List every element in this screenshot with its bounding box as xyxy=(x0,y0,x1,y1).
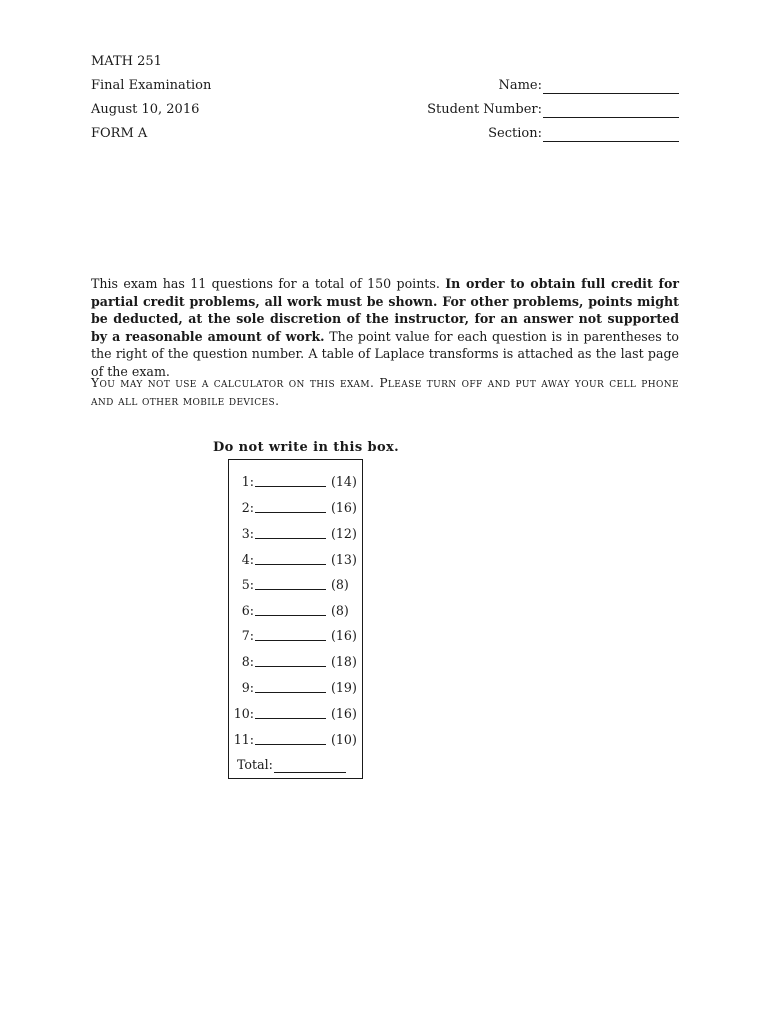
instructions-paragraph xyxy=(91,275,679,380)
score-blank xyxy=(255,615,326,616)
total-row xyxy=(237,757,346,773)
score-row-label: 5: xyxy=(241,577,254,592)
total-label: Total: xyxy=(237,757,273,772)
score-row-label: 11: xyxy=(233,732,254,747)
section-blank[interactable] xyxy=(543,130,679,142)
score-blank xyxy=(255,718,326,719)
name-label: Name: xyxy=(498,78,542,93)
score-row-label: 3: xyxy=(241,526,254,541)
instructions-intro: This exam has 11 questions for a total of 150 points. xyxy=(91,276,440,291)
score-blank xyxy=(255,512,326,513)
score-blank xyxy=(255,692,326,693)
scorebox-title: Do not write in this box. xyxy=(213,440,400,455)
score-row-points: (16) xyxy=(331,628,357,643)
score-blank xyxy=(255,589,326,590)
score-row-label: 8: xyxy=(241,654,254,669)
score-row-points: (16) xyxy=(331,706,357,721)
name-blank[interactable] xyxy=(543,82,679,94)
score-blank xyxy=(255,538,326,539)
total-blank xyxy=(274,761,346,773)
score-row-label: 10: xyxy=(233,706,254,721)
score-blank xyxy=(255,486,326,487)
student-number-field[interactable] xyxy=(427,102,679,118)
score-box xyxy=(228,459,363,779)
course-title: MATH 251 xyxy=(91,54,162,69)
score-blank xyxy=(255,666,326,667)
score-blank xyxy=(255,640,326,641)
score-row-label: 1: xyxy=(241,474,254,489)
score-row-points: (8) xyxy=(331,577,349,592)
score-blank xyxy=(255,744,326,745)
score-row-points: (10) xyxy=(331,732,357,747)
instructions-bold: In order to obtain full credit for partial credit problems, all work must be shown. For other problems, points might be deducted, at the sole discretion of the instructor, for an answer not supported by a reasonable amount of work. xyxy=(91,276,679,344)
score-row-points: (19) xyxy=(331,680,357,695)
score-blank xyxy=(255,564,326,565)
calculator-warning: You may not use a calculator on this exam. Please turn off and put away your cell phone and all other mobile devices. xyxy=(91,376,679,408)
score-row-label: 7: xyxy=(241,628,254,643)
score-row-label: 4: xyxy=(241,552,254,567)
exam-title: Final Examination xyxy=(91,78,212,93)
score-row-points: (12) xyxy=(331,526,357,541)
section-field[interactable] xyxy=(488,126,679,142)
score-row-label: 2: xyxy=(241,500,254,515)
exam-form: FORM A xyxy=(91,126,148,141)
score-row-points: (14) xyxy=(331,474,357,489)
student-number-blank[interactable] xyxy=(543,106,679,118)
score-row-points: (16) xyxy=(331,500,357,515)
instructions-rest: The point value for each question is in parentheses to the right of the question number. A table of Laplace transforms is attached as the last page of the exam. xyxy=(91,328,679,379)
score-row-label: 6: xyxy=(241,603,254,618)
section-label: Section: xyxy=(488,126,542,141)
score-row-label: 9: xyxy=(241,680,254,695)
score-row-points: (18) xyxy=(331,654,357,669)
exam-date: August 10, 2016 xyxy=(91,102,200,117)
score-row-points: (8) xyxy=(331,603,349,618)
score-row-points: (13) xyxy=(331,552,357,567)
name-field[interactable] xyxy=(498,78,679,94)
student-number-label: Student Number: xyxy=(427,102,542,117)
